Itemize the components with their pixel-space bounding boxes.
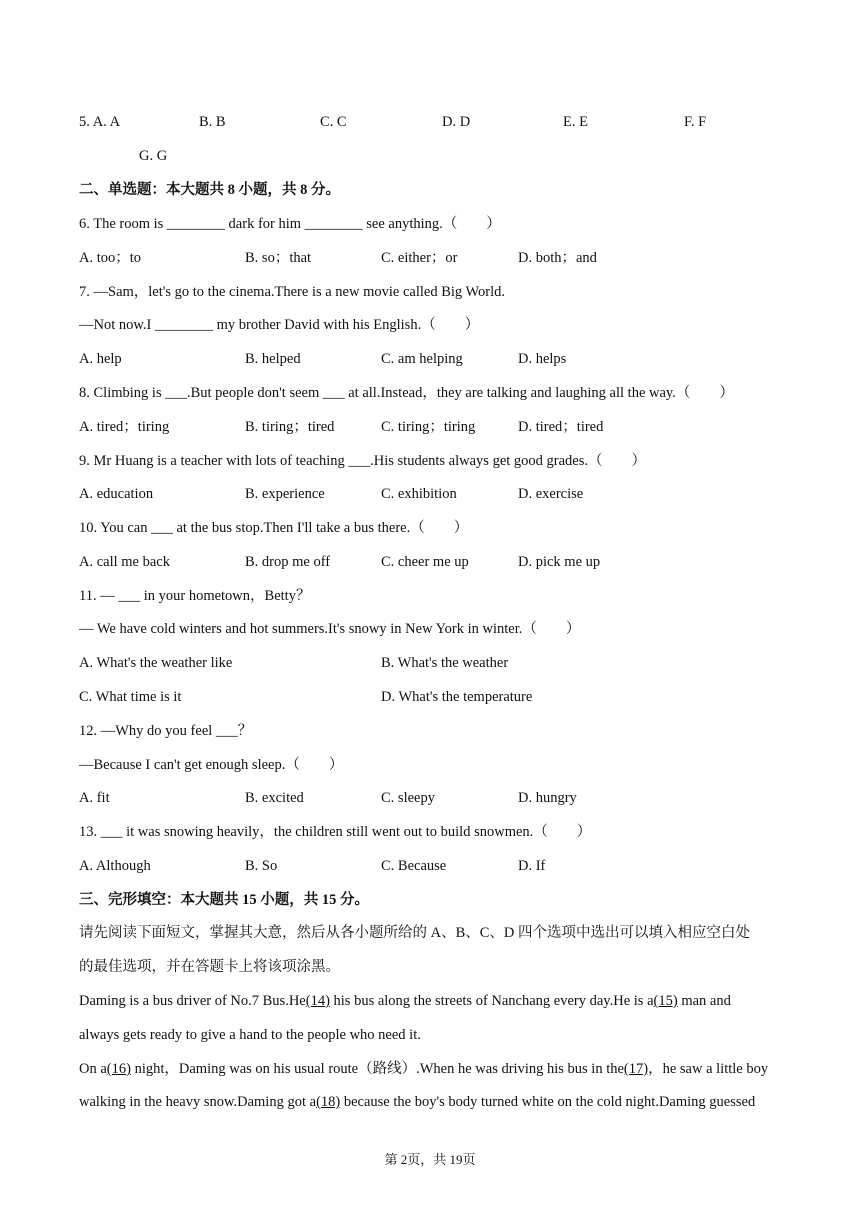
q8-option-d: D. tired；tired bbox=[518, 419, 604, 435]
q5-option-b: B. B bbox=[199, 114, 226, 130]
q13-option-c: C. Because bbox=[381, 858, 447, 874]
q13-option-b: B. So bbox=[245, 858, 278, 874]
q8-option-a: A. tired；tiring bbox=[79, 419, 170, 435]
section3-heading: 三、完形填空：本大题共 15 小题，共 15 分。 bbox=[79, 892, 369, 908]
q6-stem: 6. The room is ________ dark for him ________ see anything.（ ） bbox=[79, 216, 501, 232]
passage-line1: Daming is a bus driver of No.7 Bus.He(14) his bus along the streets of Nanchang every day.He is a(15) man and bbox=[79, 993, 731, 1009]
q7-option-c: C. am helping bbox=[381, 351, 463, 367]
q13-stem: 13. ___ it was snowing heavily，the children still went out to build snowmen.（ ） bbox=[79, 824, 592, 840]
q5-option-f: F. F bbox=[684, 114, 707, 130]
q12-option-b: B. excited bbox=[245, 790, 304, 806]
q11-option-a: A. What's the weather like bbox=[79, 655, 233, 671]
q12-option-c: C. sleepy bbox=[381, 790, 435, 806]
q9-option-a: A. education bbox=[79, 486, 154, 502]
q10-option-d: D. pick me up bbox=[518, 554, 601, 570]
q7-option-b: B. helped bbox=[245, 351, 301, 367]
q7-option-d: D. helps bbox=[518, 351, 567, 367]
q5-option-g: G. G bbox=[139, 148, 168, 164]
blank-16: (16) bbox=[106, 1061, 131, 1077]
q11-option-c: C. What time is it bbox=[79, 689, 182, 705]
q11-option-b: B. What's the weather bbox=[381, 655, 509, 671]
passage-line4: walking in the heavy snow.Daming got a(18) because the boy's body turned white on the cold night.Daming guessed bbox=[79, 1094, 756, 1110]
q8-stem: 8. Climbing is ___.But people don't seem ___ at all.Instead，they are talking and laughing all the way.（ ） bbox=[79, 385, 734, 401]
blank-15: (15) bbox=[653, 993, 678, 1009]
page-footer: 第 2页，共 19页 bbox=[384, 1152, 476, 1167]
q10-option-a: A. call me back bbox=[79, 554, 170, 570]
q8-option-c: C. tiring；tiring bbox=[381, 419, 476, 435]
q9-stem: 9. Mr Huang is a teacher with lots of teaching ___.His students always get good grades.（ ） bbox=[79, 453, 647, 469]
q5-option-e: E. E bbox=[563, 114, 588, 130]
q12-stem-line2: —Because I can't get enough sleep.（ ） bbox=[79, 757, 344, 773]
blank-14: (14) bbox=[305, 993, 330, 1009]
q5-option-c: C. C bbox=[320, 114, 347, 130]
q9-option-b: B. experience bbox=[245, 486, 325, 502]
q12-option-a: A. fit bbox=[79, 790, 110, 806]
q11-option-d: D. What's the temperature bbox=[381, 689, 533, 705]
q6-option-d: D. both；and bbox=[518, 250, 597, 266]
blank-17: (17) bbox=[623, 1061, 649, 1077]
q9-option-c: C. exhibition bbox=[381, 486, 457, 502]
q13-option-a: A. Although bbox=[79, 858, 151, 874]
q13-option-d: D. If bbox=[518, 858, 546, 874]
section3-instructions-line2: 的最佳选项，并在答题卡上将该项涂黑。 bbox=[79, 959, 340, 975]
q11-stem-line1: 11. — ___ in your hometown，Betty？ bbox=[79, 588, 311, 604]
passage-line3: On a(16) night，Daming was on his usual route（路线）.When he was driving his bus in the(17)，he saw a little boy bbox=[79, 1061, 769, 1077]
q12-stem-line1: 12. —Why do you feel ___？ bbox=[79, 723, 253, 739]
q10-option-c: C. cheer me up bbox=[381, 554, 469, 570]
q7-option-a: A. help bbox=[79, 351, 122, 367]
q7-stem-line2: —Not now.I ________ my brother David with his English.（ ） bbox=[79, 317, 480, 333]
q8-option-b: B. tiring；tired bbox=[245, 419, 335, 435]
q7-stem-line1: 7. —Sam，let's go to the cinema.There is a new movie called Big World. bbox=[79, 284, 506, 300]
q5-option-d: D. D bbox=[442, 114, 471, 130]
q6-option-c: C. either；or bbox=[381, 250, 458, 266]
q5-option-a: 5. A. A bbox=[79, 114, 121, 130]
q6-option-b: B. so；that bbox=[245, 250, 312, 266]
section2-heading: 二、单选题：本大题共 8 小题，共 8 分。 bbox=[79, 182, 340, 198]
q9-option-d: D. exercise bbox=[518, 486, 584, 502]
section3-instructions-line1: 请先阅读下面短文，掌握其大意，然后从各小题所给的 A、B、C、D 四个选项中选出可以填入相应空白处 bbox=[79, 925, 751, 941]
q11-stem-line2: — We have cold winters and hot summers.It's snowy in New York in winter.（ ） bbox=[79, 621, 581, 637]
q6-option-a: A. too；to bbox=[79, 250, 142, 266]
passage-line2: always gets ready to give a hand to the people who need it. bbox=[79, 1027, 421, 1043]
q10-option-b: B. drop me off bbox=[245, 554, 331, 570]
q12-option-d: D. hungry bbox=[518, 790, 577, 806]
q10-stem: 10. You can ___ at the bus stop.Then I'll take a bus there.（ ） bbox=[79, 520, 469, 536]
blank-18: (18) bbox=[316, 1094, 341, 1110]
